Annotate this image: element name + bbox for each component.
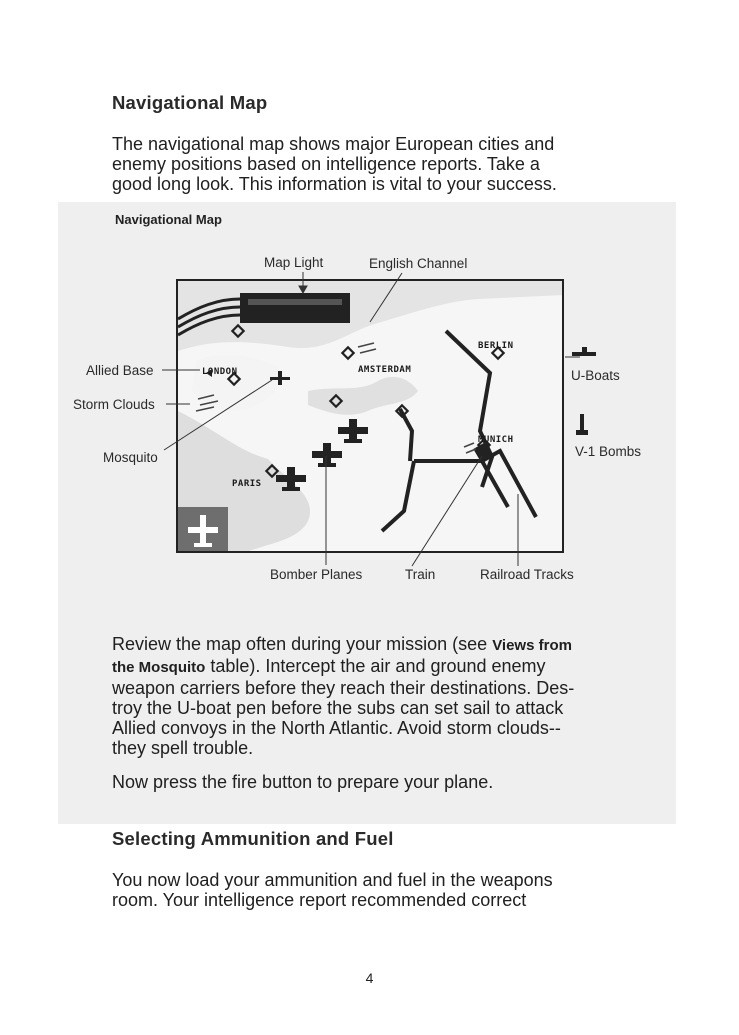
intro-line: The navigational map shows major European cities and [112, 134, 555, 154]
intro-paragraph [112, 134, 557, 194]
u-boat-icon [570, 344, 600, 360]
review-line: troy the U-boat pen before the subs can set sail to attack [112, 698, 564, 718]
navigational-map-screen [176, 279, 564, 553]
page-number: 4 [365, 970, 374, 986]
city-label-london: LONDON [202, 367, 238, 377]
v1-bomb-icon [574, 412, 590, 438]
section-heading-ammunition-fuel: Selecting Ammunition and Fuel [112, 828, 394, 849]
section-heading-navigational-map: Navigational Map [112, 92, 268, 113]
map-graphic [178, 281, 564, 553]
city-label-berlin: BERLIN [478, 341, 514, 351]
city-label-munich: MUNICH [478, 435, 514, 445]
review-line: Review the map often during your mission (see Views from [112, 634, 572, 654]
ammo-line: room. Your intelligence report recommended correct [112, 890, 527, 910]
city-label-paris: PARIS [232, 479, 262, 489]
views-from-mosquito-reference: Views from [492, 637, 572, 654]
figure-title: Navigational Map [115, 212, 222, 227]
callout-allied-base: Allied Base [86, 363, 154, 378]
callout-english-channel: English Channel [369, 256, 468, 271]
review-paragraph [112, 634, 574, 758]
callout-map-light: Map Light [264, 255, 324, 270]
callout-train: Train [405, 567, 436, 582]
callout-u-boats: U-Boats [571, 368, 620, 383]
fire-button-instruction: Now press the fire button to prepare your plane. [112, 772, 494, 792]
callout-bomber-planes: Bomber Planes [270, 567, 363, 582]
callout-storm-clouds: Storm Clouds [73, 397, 155, 412]
review-line: they spell trouble. [112, 738, 254, 758]
ammo-line: You now load your ammunition and fuel in the weapons [112, 870, 553, 890]
callout-mosquito: Mosquito [103, 450, 158, 465]
review-line: weapon carriers before they reach their destinations. Des- [112, 678, 575, 698]
intro-line: good long look. This information is vital to your success. [112, 174, 557, 194]
city-label-amsterdam: AMSTERDAM [358, 365, 412, 375]
map-light [240, 293, 350, 323]
review-line: the Mosquito table). Intercept the air and ground enemy [112, 656, 546, 676]
review-line: Allied convoys in the North Atlantic. Avoid storm clouds-- [112, 718, 561, 738]
callout-railroad-tracks: Railroad Tracks [480, 567, 574, 582]
intro-line: enemy positions based on intelligence reports. Take a [112, 154, 540, 174]
ammo-paragraph [112, 870, 553, 910]
callout-v1-bombs: V-1 Bombs [575, 444, 642, 459]
